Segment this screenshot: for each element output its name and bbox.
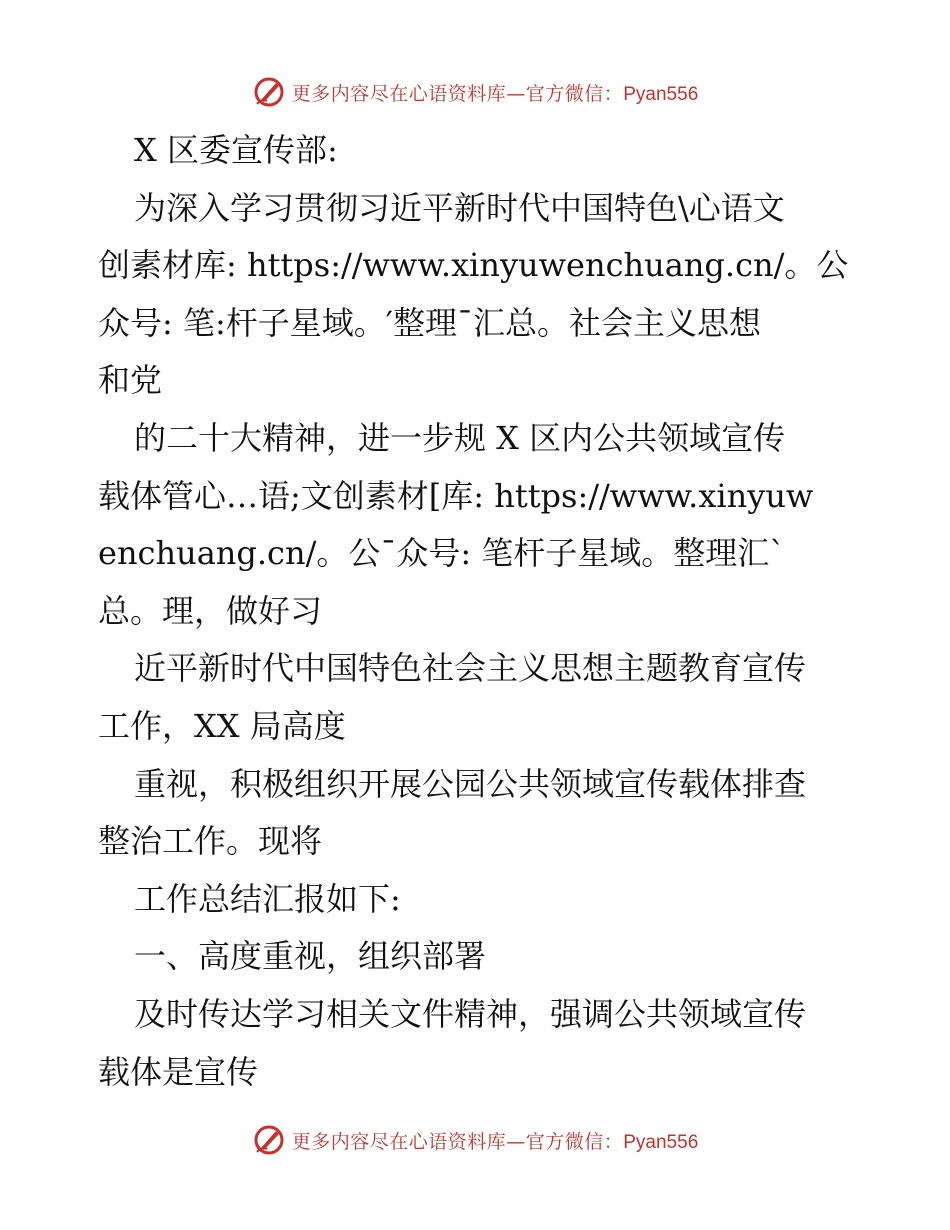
- document-body: [98, 122, 858, 1101]
- doc-line: 创素材库: https://www.xinyuwenchuang.cn/。公: [98, 246, 849, 285]
- doc-line: X 区委宣传部:: [134, 131, 338, 169]
- quill-pen-logo-icon: [252, 1123, 286, 1157]
- doc-line: 众号: 笔:杆子星域。′整理¯汇总。社会主义思想: [98, 303, 762, 342]
- doc-line: 近平新时代中国特色社会主义思想主题教育宣传: [134, 649, 807, 688]
- header-watermark: [0, 72, 950, 112]
- watermark-text: 更多内容尽在心语资料库—官方微信：Pyan556: [291, 82, 699, 105]
- doc-line: enchuang.cn/。公¯众号: 笔杆子星域。整理汇ˋ: [98, 534, 786, 573]
- doc-line: 工作，XX 局高度: [98, 706, 346, 745]
- quill-pen-logo-icon: [252, 75, 286, 109]
- doc-line: 载体管心…语;文创素材[库: https://www.xinyuw: [98, 476, 814, 515]
- doc-line: 一、高度重视，组织部署: [134, 937, 487, 976]
- doc-line: 和党: [98, 361, 163, 400]
- doc-line: 整治工作。现将: [98, 822, 323, 861]
- doc-line: 工作总结汇报如下:: [134, 879, 401, 918]
- doc-line: 重视，积极组织开展公园公共领域宣传载体排查: [134, 764, 807, 803]
- wechat-id: Pyan556: [623, 83, 699, 105]
- doc-line: 为深入学习贯彻习近平新时代中国特色\心语文: [134, 188, 785, 227]
- wechat-id: Pyan556: [623, 1131, 699, 1153]
- watermark-text: 更多内容尽在心语资料库—官方微信：Pyan556: [291, 1130, 699, 1153]
- doc-line: 及时传达学习相关文件精神，强调公共领域宣传: [134, 994, 807, 1033]
- doc-line: 总。理，做好习: [98, 591, 323, 630]
- footer-watermark: [0, 1120, 950, 1160]
- doc-line: 载体是宣传: [98, 1052, 259, 1091]
- doc-line: 的二十大精神，进一步规 X 区内公共领域宣传: [134, 418, 786, 457]
